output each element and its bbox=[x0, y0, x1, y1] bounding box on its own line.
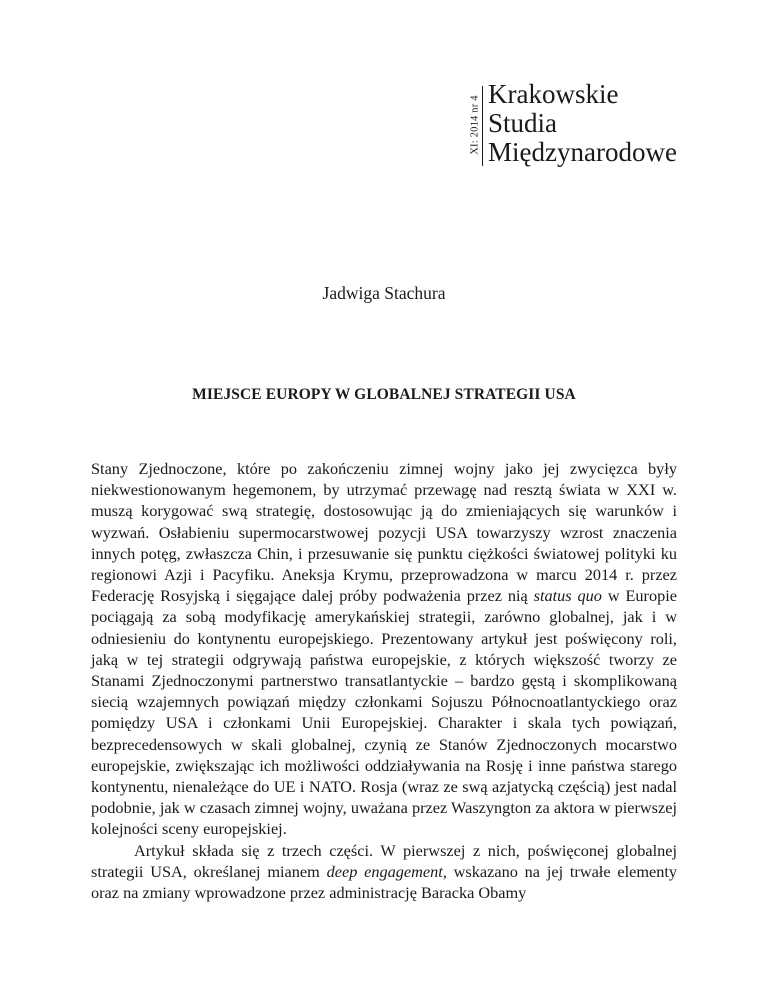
article-body bbox=[91, 458, 677, 903]
body-paragraph bbox=[91, 458, 677, 840]
body-paragraph bbox=[91, 840, 677, 904]
paragraph-text: Artykuł składa się z trzech części. W pierwszej z nich, poświęconej globalnej strategii USA, określanej mianem bbox=[91, 840, 677, 881]
masthead-divider bbox=[482, 86, 483, 166]
paragraph-text: , wskazano na jej trwałe elementy oraz na zmiany wprowadzone przez administrację Baracka Obamy bbox=[91, 861, 678, 903]
volume-issue-text: XI: 2014 nr 4 bbox=[469, 95, 481, 155]
journal-title-line: Międzynarodowe bbox=[488, 137, 677, 167]
journal-title-line: Krakowskie bbox=[488, 79, 619, 109]
author-name: Jadwiga Stachura bbox=[322, 283, 446, 303]
italic-term: deep engagement bbox=[326, 861, 443, 881]
volume-issue bbox=[470, 86, 480, 164]
article-title: MIEJSCE EUROPY W GLOBALNEJ STRATEGII USA bbox=[192, 386, 576, 403]
italic-term: status quo bbox=[533, 586, 602, 606]
paragraph-text: w Europie pociągają za sobą modyfikację amerykańskiej strategii, zarówno globalnej, jak i w odniesieniu do kontynentu europejskiego. Prezentowany artykuł jest poświęcony roli, jaką w tej strategii odgrywają państwa europejskie, z których większość tworzy ze Stanami Zjednoczonymi partnerstwo transatlantyckie – bardzo gęstą i skomplikowaną siecią wzajemnych powiązań między członkami Sojuszu Północnoatlantyckiego oraz pomiędzy USA i członkami Unii Europejskiej. Charakter i skala tych powiązań, bezprecedensowych w skali globalnej, czynią ze Stanów Zjednoczonych mocarstwo europejskie, zwiększając ich możliwości oddziaływania na Rosję i inne państwa starego kontynentu, nienależące do UE i NATO. Rosja (wraz ze swą azjatycką częścią) jest nadal podobnie, jak w czasach zimnej wojny, uważana przez Waszyngton za aktora w pierwszej kolejności sceny europejskiej. bbox=[91, 586, 678, 839]
paragraph-text: Stany Zjednoczone, które po zakończeniu zimnej wojny jako jej zwycięzca były niekwestionowanym hegemonem, by utrzymać przewagę nad resztą świata w XXI w. muszą korygować swą strategię, dostosowując ją do zmieniających się warunków i wyzwań. Osłabieniu supermocarstwowej pozycji USA towarzyszy wzrost znaczenia innych potęg, zwłaszcza Chin, i przesuwanie się punktu ciężkości światowej polityki ku regionowi Azji i Pacyfiku. Aneksja Krymu, przeprowadzona w marcu 2014 r. przez Federację Rosyjską i sięgające dalej próby podważenia przez nią bbox=[91, 459, 677, 606]
journal-title-line: Studia bbox=[488, 108, 558, 138]
journal-title bbox=[488, 80, 677, 167]
